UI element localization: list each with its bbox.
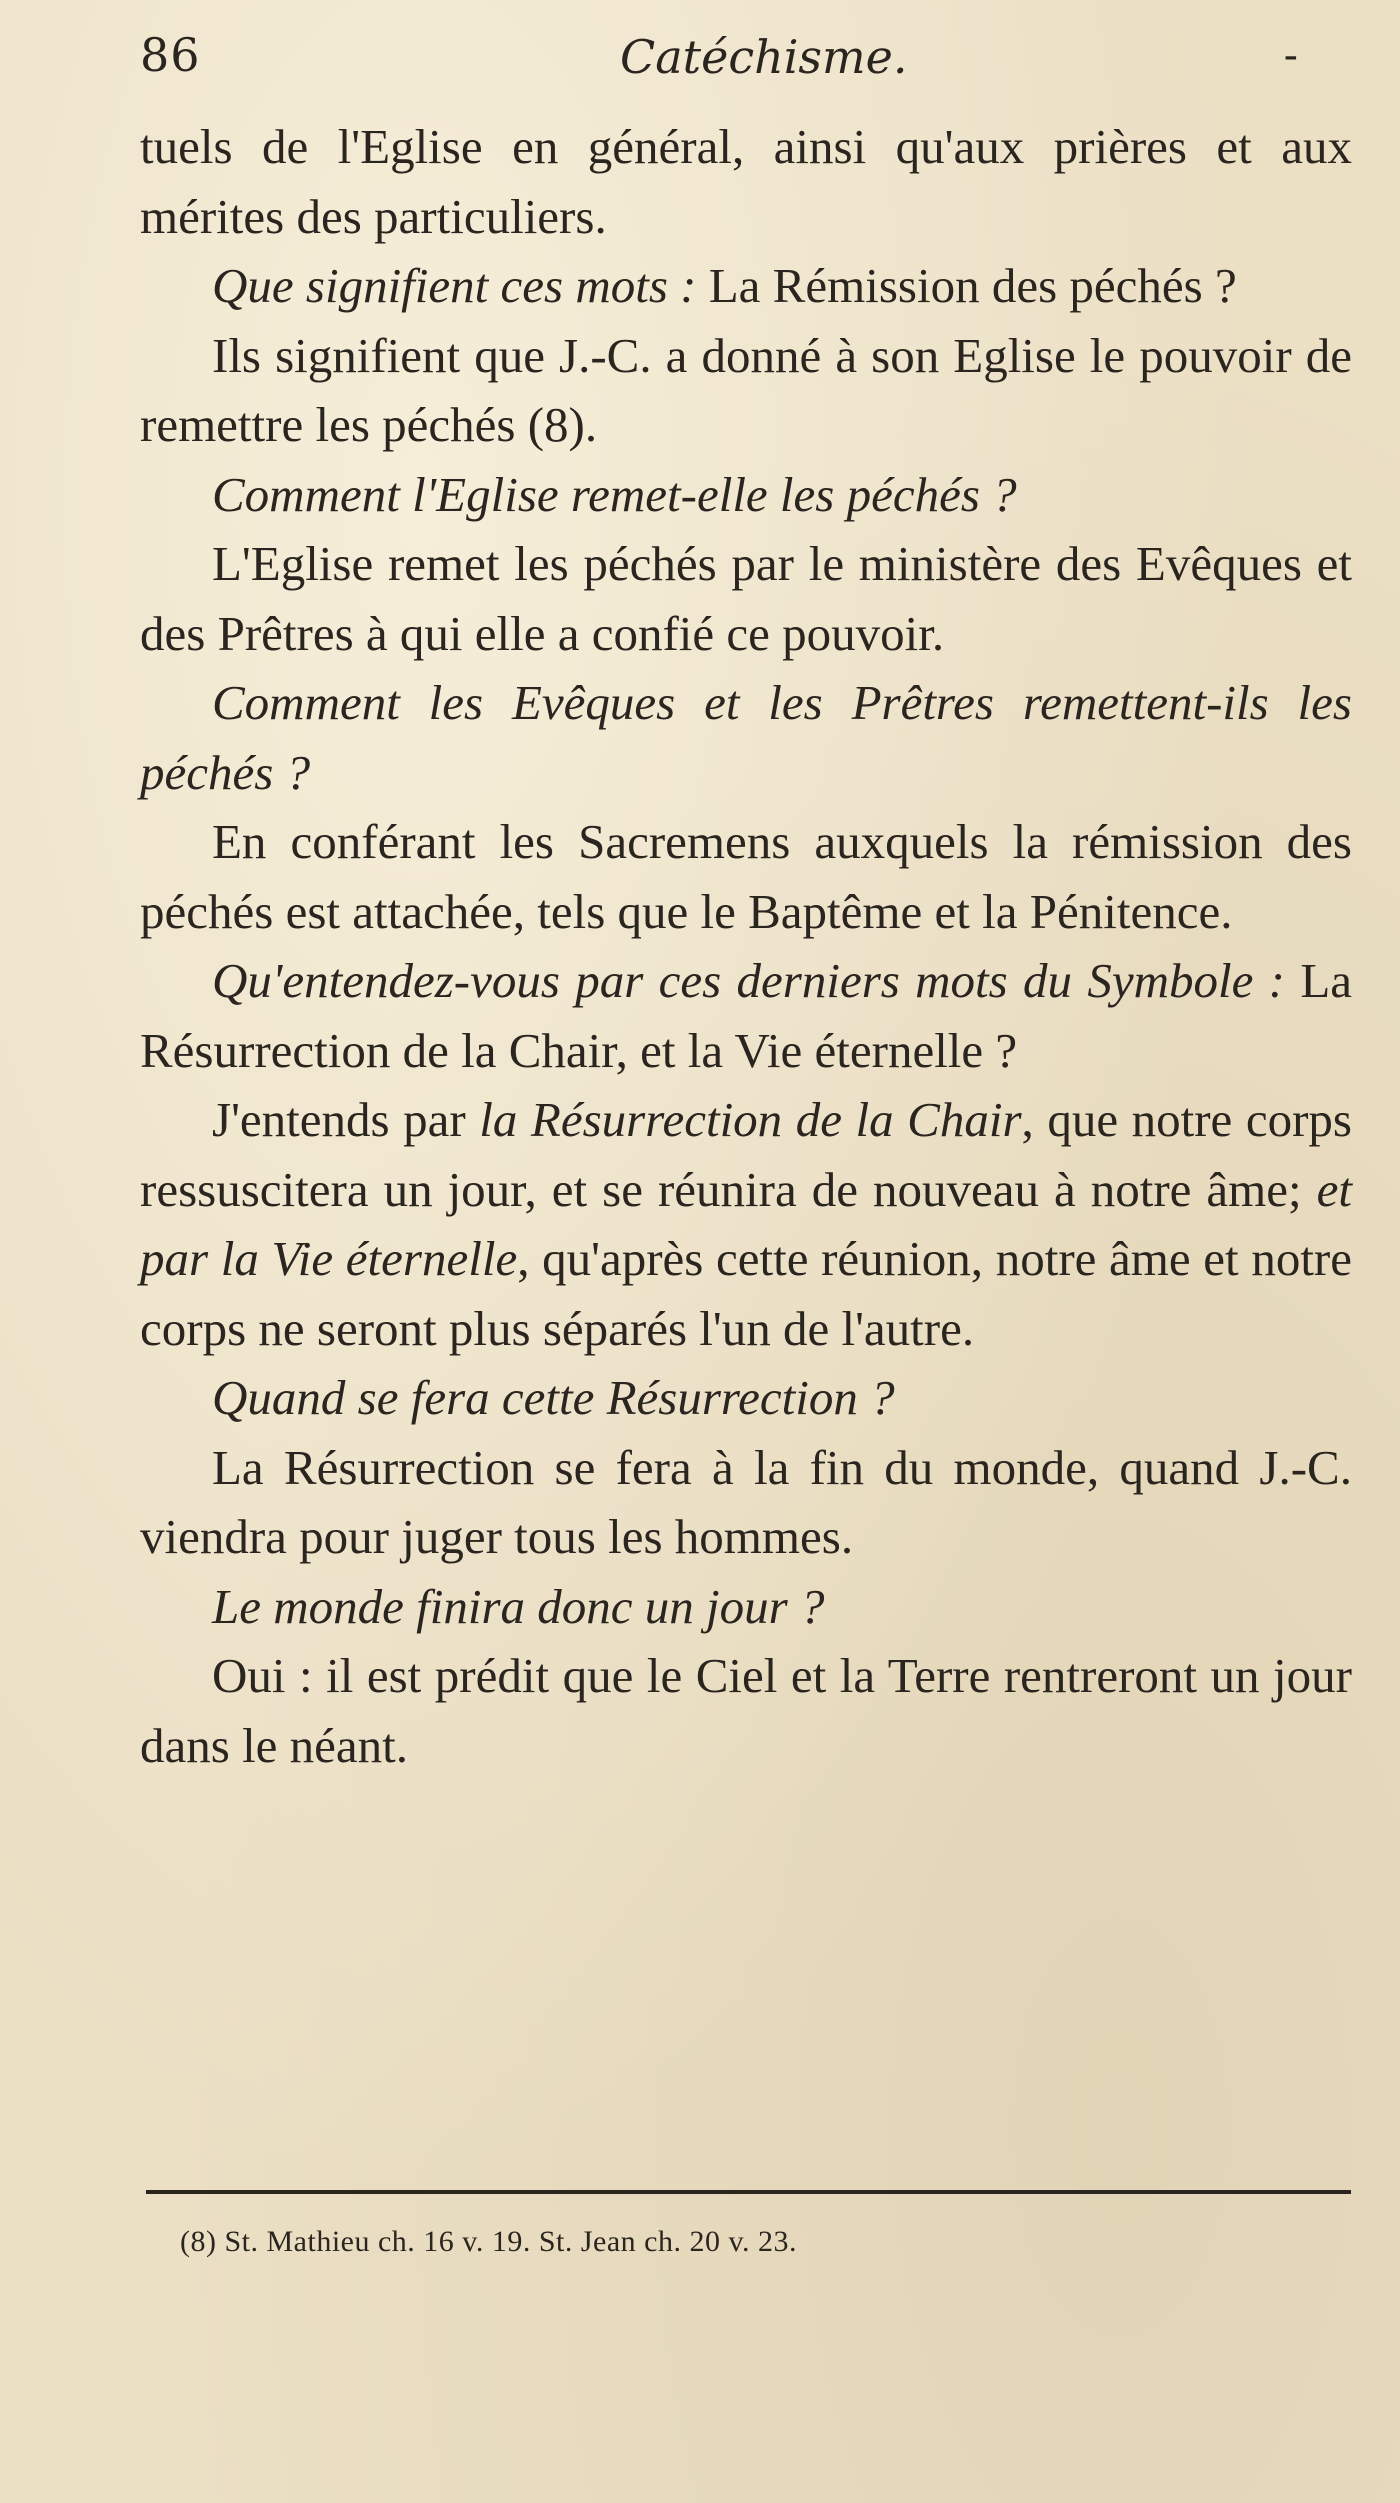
header-mark: - xyxy=(1283,30,1298,79)
question-remission xyxy=(140,251,1352,321)
footnote: (8) St. Mathieu ch. 16 v. 19. St. Jean ch. 20 v. 23. xyxy=(180,2225,798,2258)
answer-symbol-italic2: et par la Vie éternelle xyxy=(140,1161,1352,1286)
answer-how-church: L'Eglise remet les péchés par le ministère des Evêques et des Prêtres à qui elle a confié ce pouvoir. xyxy=(140,536,1352,661)
answer-symbol-part3: , qu'après cette réunion, notre âme et notre corps ne seront plus séparés l'un de l'autre. xyxy=(140,1231,1352,1356)
answer-symbol xyxy=(140,1085,1352,1363)
question-symbol-roman: La Résurrection de la Chair, et la Vie éternelle ? xyxy=(140,953,1352,1078)
body-text xyxy=(140,112,1352,1780)
page-header xyxy=(140,28,1320,98)
question-remission-roman: La Rémission des péchés ? xyxy=(696,258,1237,313)
answer-how-bishops: En conférant les Sacremens auxquels la rémission des péchés est attachée, tels que le Baptême et la Pénitence. xyxy=(140,814,1352,939)
answer-symbol-part2: , que notre corps ressuscitera un jour, et se réunira de nouveau à notre âme; xyxy=(140,1092,1352,1217)
question-how-church: Comment l'Eglise remet-elle les péchés ? xyxy=(212,466,1017,522)
question-when-resurrection: Quand se fera cette Résurrection ? xyxy=(212,1370,895,1425)
footnote-rule xyxy=(146,2190,1351,2194)
page-number: 86 xyxy=(140,28,201,82)
question-remission-italic: Que signifient ces mots : xyxy=(212,258,697,313)
question-symbol xyxy=(140,946,1352,1085)
running-title: Catéchisme. xyxy=(620,30,908,84)
question-how-bishops: Comment les Evêques et les Prêtres remettent-ils les péchés ? xyxy=(140,675,1352,800)
answer-symbol-italic1: la Résurrection de la Chair xyxy=(479,1092,1022,1147)
paragraph-continuation: tuels de l'Eglise en général, ainsi qu'aux prières et aux mérites des particuliers. xyxy=(140,119,1352,244)
question-symbol-italic: Qu'entendez-vous par ces derniers mots du Symbole : xyxy=(212,953,1285,1008)
answer-remission: Ils signifient que J.-C. a donné à son Eglise le pouvoir de remettre les péchés (8). xyxy=(140,327,1352,452)
answer-symbol-part1: J'entends par xyxy=(212,1092,480,1147)
answer-world-end: Oui : il est prédit que le Ciel et la Terre rentreront un jour dans le néant. xyxy=(140,1648,1352,1773)
question-world-end: Le monde finira donc un jour ? xyxy=(212,1578,825,1634)
answer-when-resurrection: La Résurrection se fera à la fin du monde, quand J.-C. viendra pour juger tous les hommes. xyxy=(140,1439,1352,1564)
